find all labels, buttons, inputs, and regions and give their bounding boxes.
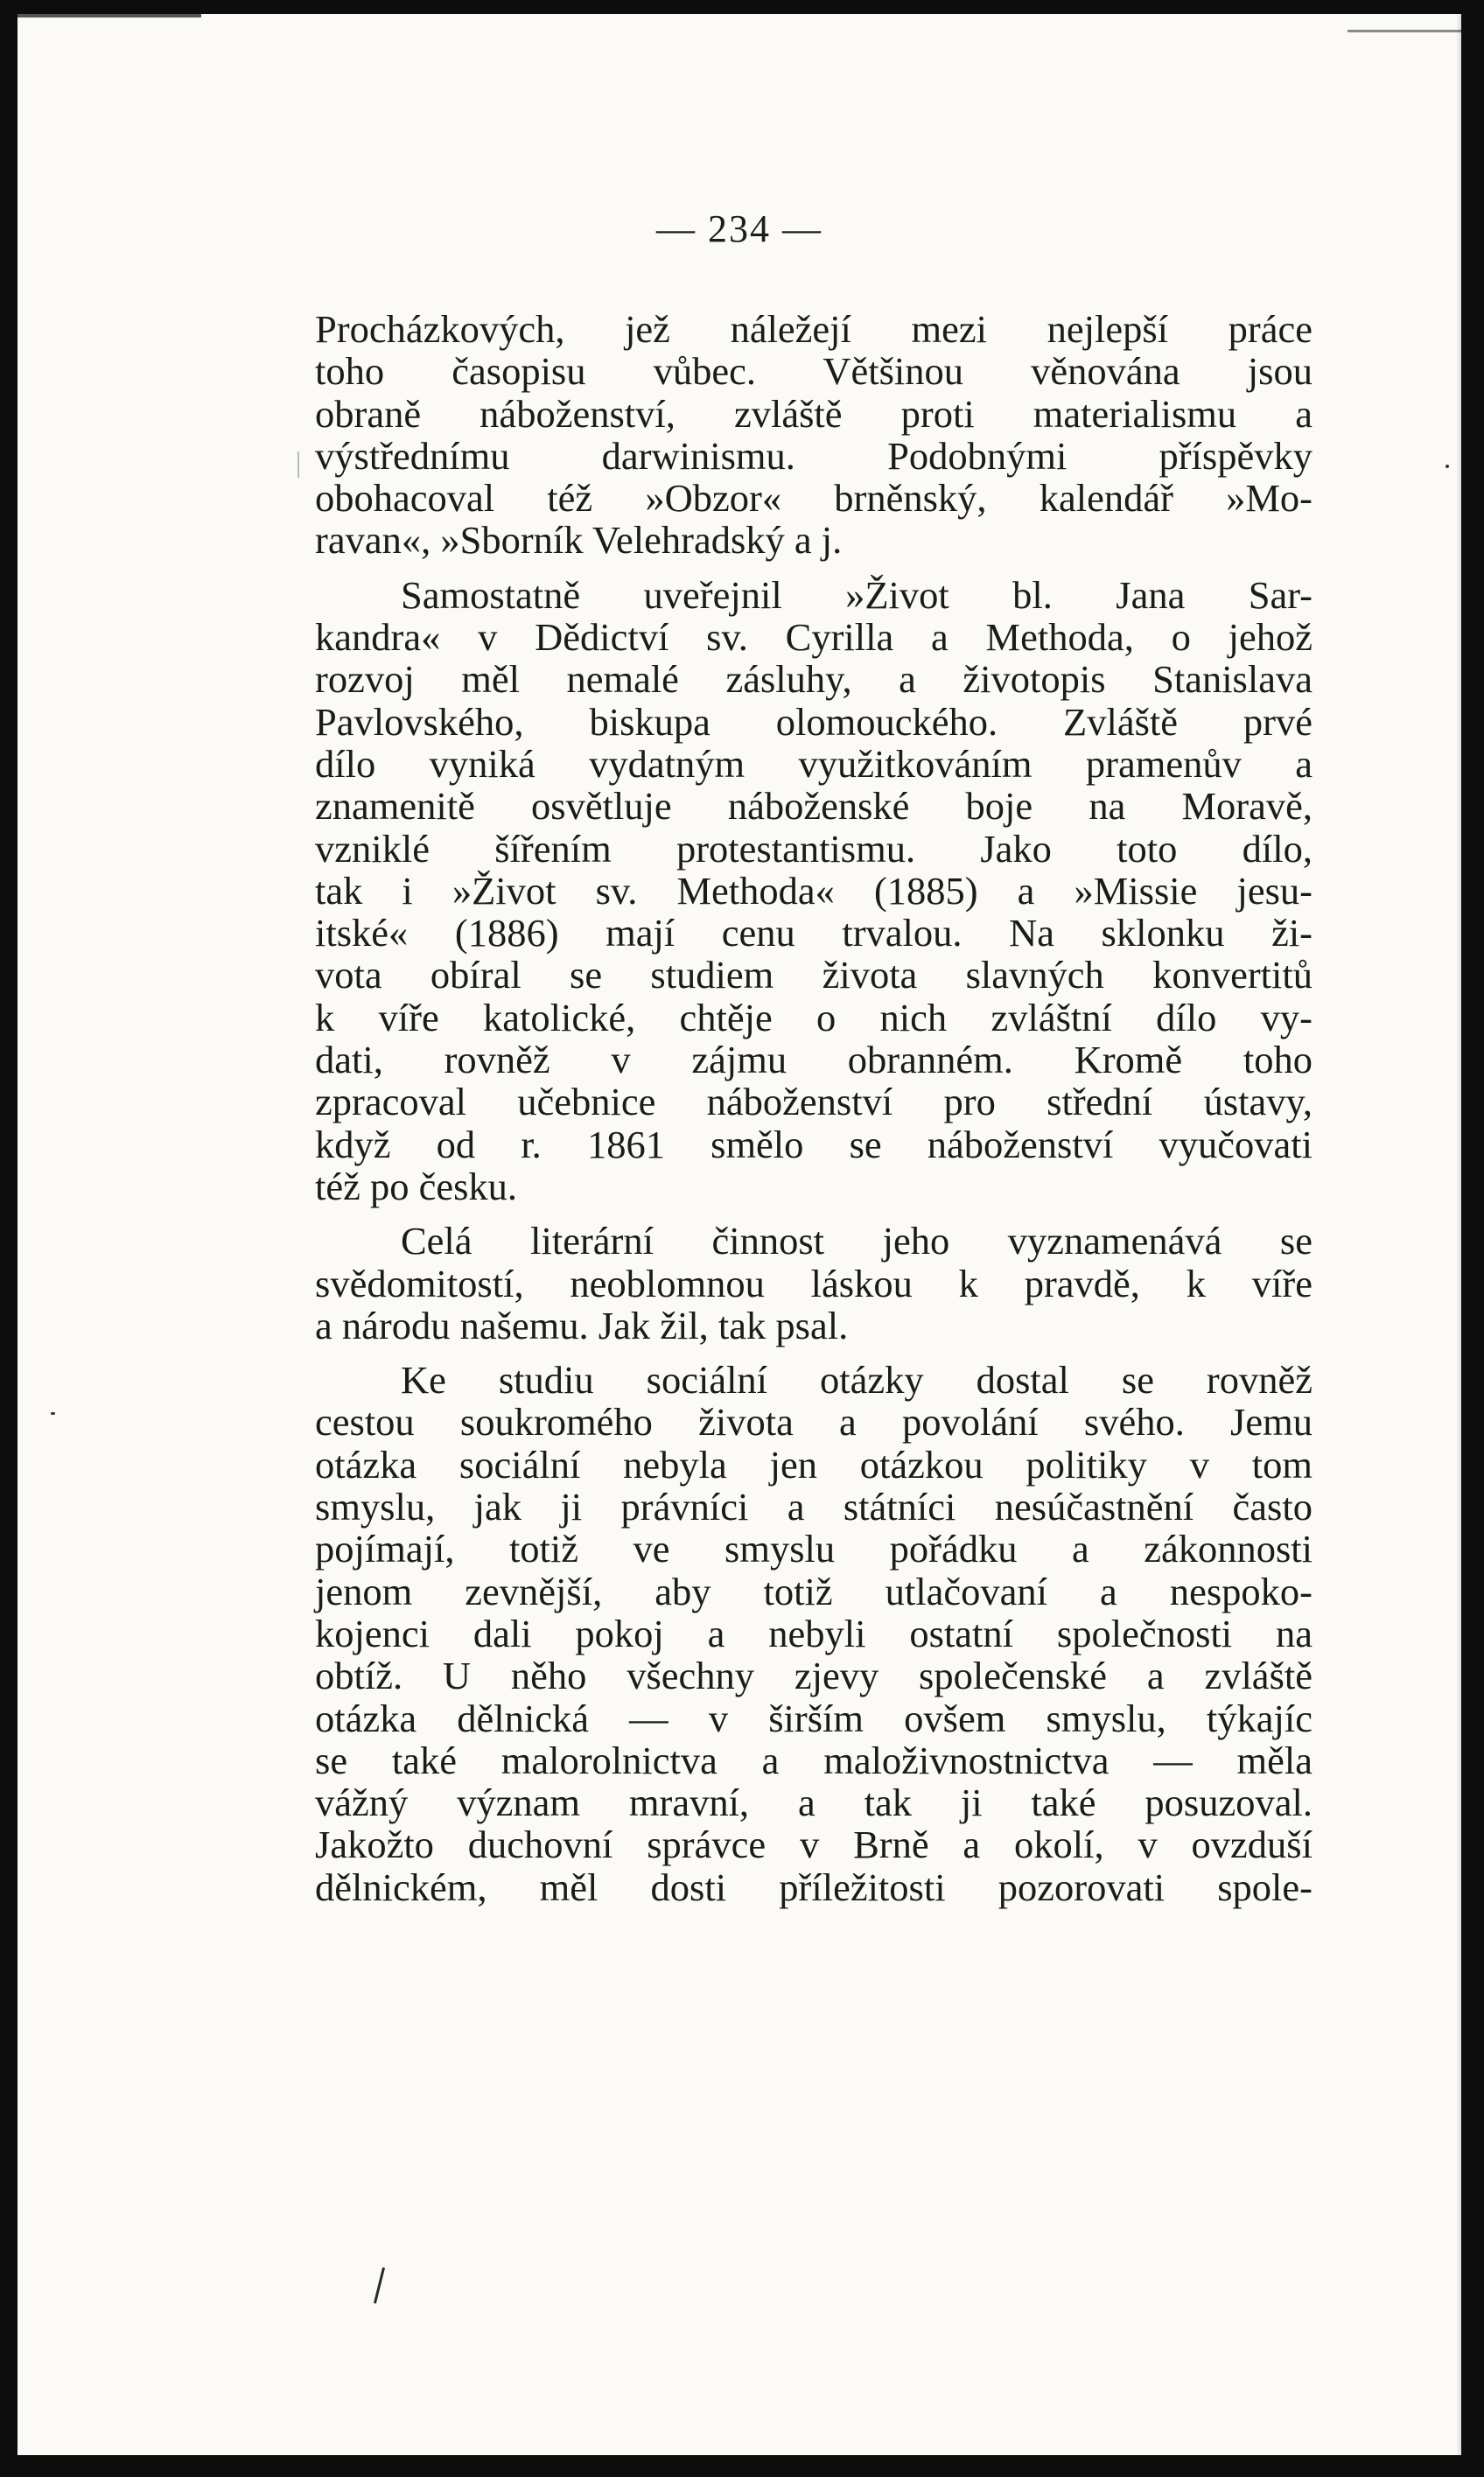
text-line: itské« (1886) mají cenu trvalou. Na sklonku ži-	[315, 911, 1312, 955]
text-line: otázka sociální nebyla jen otázkou politiky v tom	[315, 1442, 1312, 1487]
dust-speck	[51, 1412, 55, 1415]
text-line: smyslu, jak ji právníci a státníci nesúčastnění často	[315, 1485, 1312, 1529]
text-line: Jakožto duchovní správce v Brně a okolí, v ovzduší	[315, 1823, 1312, 1867]
text-line: zpracoval učebnice náboženství pro střední ústavy,	[315, 1080, 1312, 1124]
scan-edge-mark	[1348, 30, 1461, 32]
pencil-stroke-mark	[374, 2267, 385, 2303]
text-line: vážný význam mravní, a tak ji také posuzoval.	[315, 1781, 1312, 1825]
text-line: dílo vyniká vydatným využitkováním pramenův a	[315, 741, 1312, 786]
text-line: Samostatně uveřejnil »Život bl. Jana Sar-	[401, 572, 1312, 617]
text-line: když od r. 1861 smělo se náboženství vyučovati	[315, 1122, 1312, 1166]
text-line: dati, rovněž v zájmu obranném. Kromě toho	[315, 1038, 1312, 1082]
margin-mark	[298, 451, 299, 478]
text-line: též po česku.	[315, 1164, 518, 1208]
text-line: vzniklé šířením protestantismu. Jako toto dílo,	[315, 826, 1312, 871]
text-line: tak i »Život sv. Methoda« (1885) a »Missie jesu-	[315, 868, 1312, 913]
text-line: dělnickém, měl dosti příležitosti pozorovati spole-	[315, 1865, 1312, 1909]
text-line: Celá literární činnost jeho vyznamenává se	[401, 1219, 1312, 1263]
page-body-text	[315, 308, 1312, 1908]
text-line: otázka dělnická — v širším ovšem smyslu, týkajíc	[315, 1696, 1312, 1740]
book-page	[18, 14, 1461, 2455]
text-line: Pavlovského, biskupa olomouckého. Zvláště prvé	[315, 699, 1312, 744]
text-line: toho časopisu vůbec. Většinou věnována jsou	[315, 349, 1312, 394]
text-line: Procházkových, jež náležejí mezi nejlepší práce	[315, 307, 1312, 351]
text-line: a národu našemu. Jak žil, tak psal.	[315, 1303, 849, 1347]
text-line: kojenci dali pokoj a nebyli ostatní společnosti na	[315, 1611, 1312, 1655]
text-line: obohacoval též »Obzor« brněnský, kalendář »Mo-	[315, 476, 1312, 521]
page-number: — 234 —	[656, 207, 822, 250]
text-line: znamenitě osvětluje náboženské boje na Moravě,	[315, 784, 1312, 829]
text-line: se také malorolnictva a maloživnostnictva — měla	[315, 1738, 1312, 1782]
text-line: výstřednímu darwinismu. Podobnými příspěvky	[315, 433, 1312, 478]
text-line: kandra« v Dědictví sv. Cyrilla a Methoda, o jehož	[315, 615, 1312, 660]
text-line: jenom zevnější, aby totiž utlačovaní a nespoko-	[315, 1569, 1312, 1613]
scan-edge-mark	[18, 14, 201, 17]
text-line: vota obíral se studiem života slavných konvertitů	[315, 953, 1312, 997]
text-line: svědomitostí, neoblomnou láskou k pravdě, k víře	[315, 1261, 1312, 1305]
text-line: Ke studiu sociální otázky dostal se rovněž	[401, 1358, 1312, 1403]
text-line: cestou soukromého života a povolání svého. Jemu	[315, 1400, 1312, 1445]
text-line: ravan«, »Sborník Velehradský a j.	[315, 518, 843, 563]
text-line: rozvoj měl nemalé zásluhy, a životopis Stanislava	[315, 657, 1312, 702]
text-line: obtíž. U něho všechny zjevy společenské a zvláště	[315, 1654, 1312, 1698]
dust-speck	[1446, 465, 1449, 468]
text-line: pojímají, totiž ve smyslu pořádku a zákonnosti	[315, 1527, 1312, 1571]
text-line: k víře katolické, chtěje o nich zvláštní dílo vy-	[315, 995, 1312, 1039]
text-line: obraně náboženství, zvláště proti materialismu a	[315, 391, 1312, 436]
